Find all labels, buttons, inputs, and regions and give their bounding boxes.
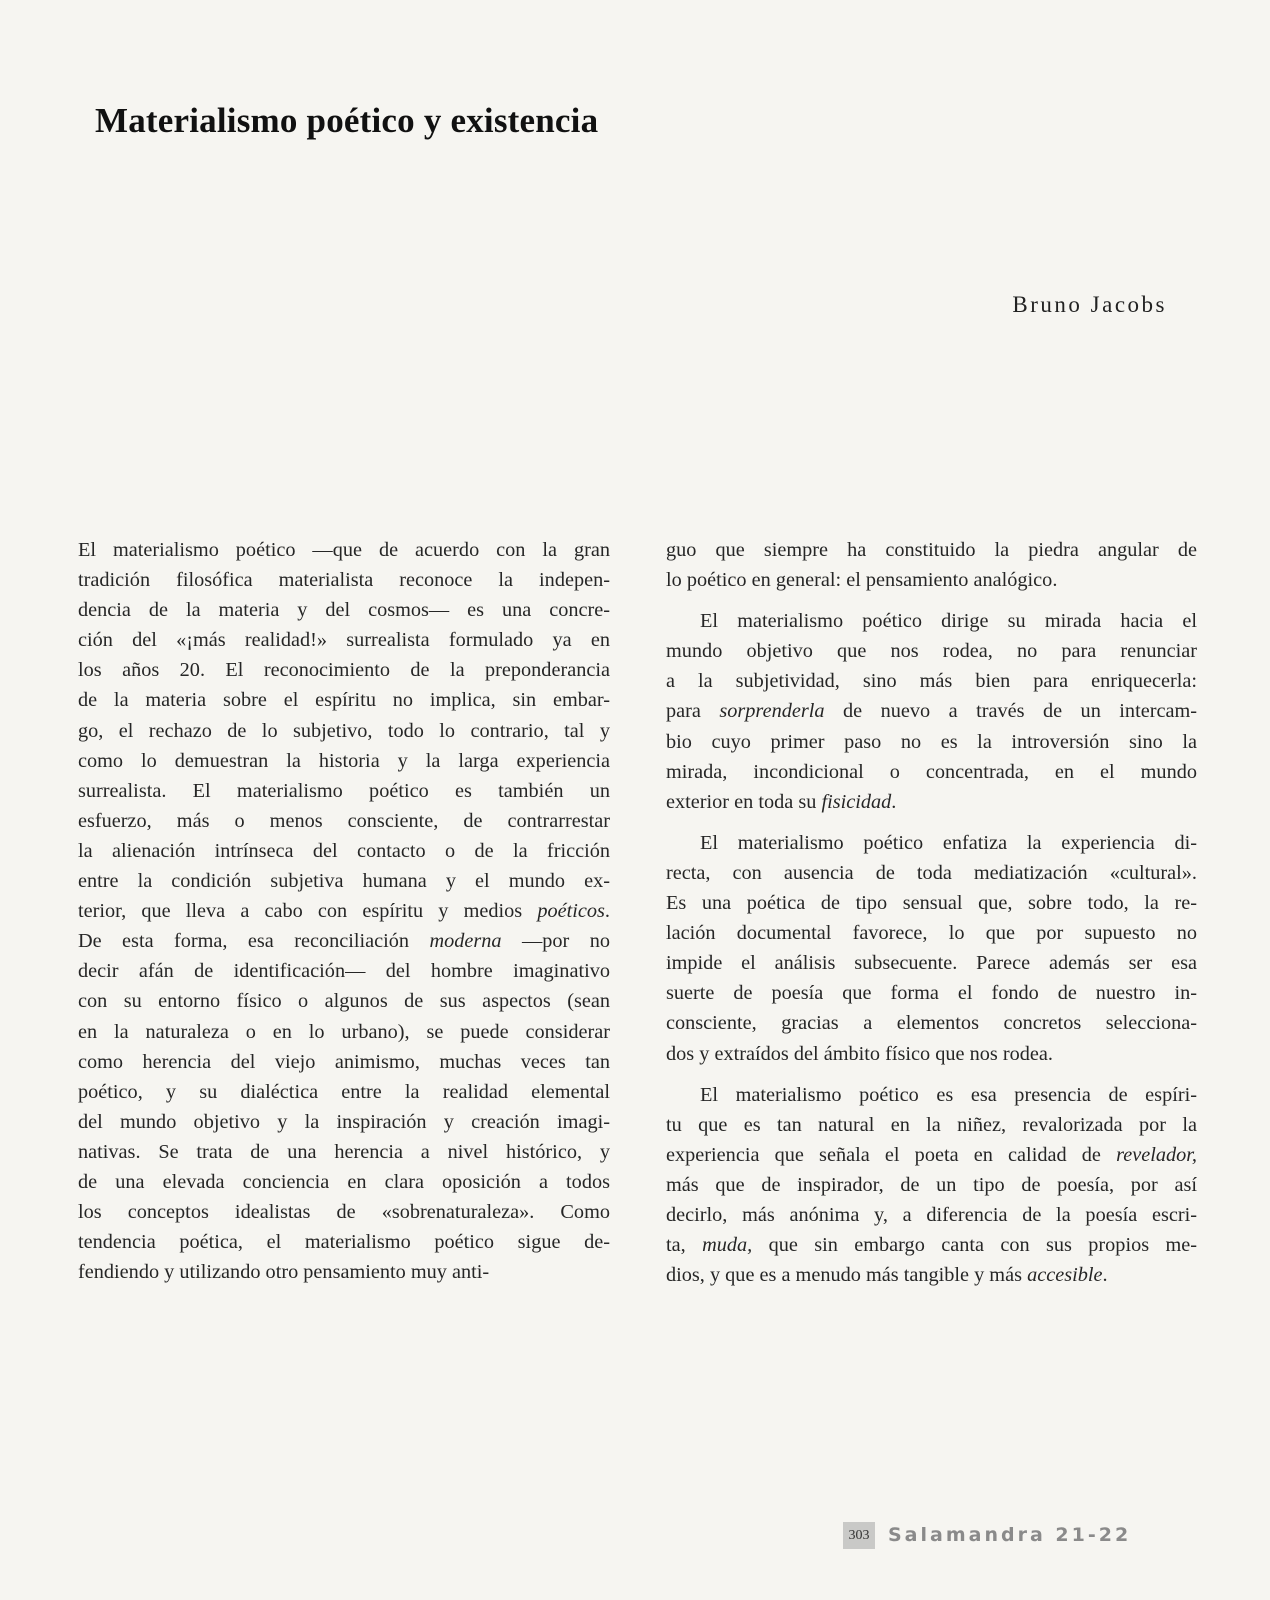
text-line	[666, 888, 1197, 918]
text-line	[666, 1260, 1197, 1290]
text-line	[666, 1200, 1197, 1230]
text-line	[78, 806, 610, 836]
text-segment: recta, con ausencia de toda mediatización «cultural».	[666, 861, 1197, 884]
text-line	[666, 858, 1197, 888]
text-line	[666, 787, 1197, 817]
text-segment: lo poético en general: el pensamiento analógico.	[666, 569, 1058, 592]
text-segment: guo que siempre ha constituido la piedra angular de	[666, 539, 1197, 561]
text-segment: tradición filosófica materialista reconoce la indepen-	[78, 569, 610, 592]
text-segment: de una elevada conciencia en clara oposición a todos	[78, 1170, 610, 1193]
paragraph	[666, 1080, 1197, 1291]
italic-text: poéticos	[537, 900, 605, 923]
text-line	[78, 595, 610, 625]
text-segment: go, el rechazo de lo subjetivo, todo lo contrario, tal y	[78, 719, 610, 742]
text-segment: los conceptos idealistas de «sobrenaturaleza». Como	[78, 1201, 610, 1224]
text-segment: El materialismo poético dirige su mirada hacia el	[700, 610, 1197, 633]
text-segment: dencia de la materia y del cosmos— es una concre-	[78, 599, 610, 622]
italic-text: accesible	[1027, 1264, 1103, 1287]
text-line	[78, 1197, 610, 1227]
text-segment: ción del «¡más realidad!» surrealista formulado ya en	[78, 629, 610, 652]
paragraph	[666, 606, 1197, 817]
text-line	[78, 1047, 610, 1077]
text-line	[666, 1140, 1197, 1170]
text-segment: más que de inspirador, de un tipo de poesía, por así	[666, 1173, 1197, 1196]
article-title: Materialismo poético y existencia	[95, 101, 599, 141]
text-line	[78, 836, 610, 866]
text-segment: decirlo, más anónima y, a diferencia de la poesía escri-	[666, 1203, 1197, 1226]
text-segment: dos y extraídos del ámbito físico que nos rodea.	[666, 1042, 1053, 1065]
journal-name: Salamandra 21-22	[888, 1524, 1132, 1546]
text-segment: ta,	[666, 1234, 703, 1257]
text-segment: lación documental favorece, lo que por supuesto no	[666, 922, 1197, 945]
text-line	[78, 625, 610, 655]
text-segment: de la materia sobre el espíritu no implica, sin embar-	[78, 689, 610, 712]
italic-text: moderna	[429, 930, 502, 953]
text-segment: nativas. Se trata de una herencia a nivel histórico, y	[78, 1140, 610, 1163]
text-segment: del mundo objetivo y la inspiración y creación imagi-	[78, 1110, 610, 1133]
text-segment: .	[604, 900, 610, 923]
text-segment: surrealista. El materialismo poético es también un	[78, 779, 610, 802]
text-segment: bio cuyo primer paso no es la introversión sino la	[666, 730, 1197, 753]
text-line	[666, 636, 1197, 666]
text-segment: tendencia poética, el materialismo poético sigue de-	[78, 1231, 610, 1254]
paragraph	[666, 535, 1197, 595]
text-line	[666, 727, 1197, 757]
text-segment: impide el análisis subsecuente. Parece además ser esa	[666, 952, 1197, 975]
text-line	[78, 535, 610, 565]
text-line	[666, 978, 1197, 1008]
text-line	[666, 948, 1197, 978]
text-segment: con su entorno físico o algunos de sus aspectos (sean	[78, 990, 610, 1013]
text-line	[78, 1107, 610, 1137]
text-line	[78, 655, 610, 685]
text-segment: consciente, gracias a elementos concretos selecciona-	[666, 1012, 1197, 1035]
text-line	[666, 1039, 1197, 1069]
text-line	[666, 1110, 1197, 1140]
text-line	[666, 1230, 1197, 1260]
text-line	[78, 716, 610, 746]
text-segment: en la naturaleza o en lo urbano), se puede considerar	[78, 1020, 610, 1043]
text-segment: —por no	[501, 930, 610, 953]
text-line	[666, 565, 1197, 595]
text-segment: De esta forma, esa reconciliación	[78, 930, 430, 953]
text-line	[666, 757, 1197, 787]
text-segment: .	[891, 790, 897, 813]
italic-text: sorprenderla	[719, 700, 825, 723]
article-author: Bruno Jacobs	[1012, 292, 1167, 317]
text-segment: experiencia que señala el poeta en calidad de	[666, 1143, 1117, 1166]
text-line	[666, 606, 1197, 636]
italic-text: muda,	[702, 1234, 753, 1257]
text-line	[78, 926, 610, 956]
text-segment: Es una poética de tipo sensual que, sobre todo, la re-	[666, 892, 1197, 915]
text-line	[78, 956, 610, 986]
text-line	[78, 1167, 610, 1197]
text-segment: esfuerzo, más o menos consciente, de contrarrestar	[78, 809, 610, 832]
text-segment: tu que es tan natural en la niñez, revalorizada por la	[666, 1113, 1197, 1136]
text-segment: El materialismo poético es esa presencia de espíri-	[700, 1083, 1197, 1106]
text-segment: .	[1102, 1264, 1108, 1287]
text-segment: la alienación intrínseca del contacto o de la fricción	[78, 839, 610, 862]
text-line	[666, 696, 1197, 726]
text-line	[78, 565, 610, 595]
text-line	[78, 896, 610, 926]
text-segment: a la subjetividad, sino más bien para enriquecerla:	[666, 670, 1197, 693]
left-column	[78, 535, 610, 1298]
text-line	[78, 1077, 610, 1107]
italic-text: fisicidad	[821, 790, 892, 813]
text-segment: dios, y que es a menudo más tangible y más	[666, 1264, 1028, 1287]
text-line	[666, 828, 1197, 858]
right-column	[666, 535, 1197, 1301]
text-segment: mundo objetivo que nos rodea, no para renunciar	[666, 640, 1197, 663]
text-segment: como herencia del viejo animismo, muchas veces tan	[78, 1050, 610, 1073]
text-segment: los años 20. El reconocimiento de la preponderancia	[78, 659, 610, 682]
text-segment: como lo demuestran la historia y la larga experiencia	[78, 749, 610, 772]
text-line	[78, 1017, 610, 1047]
text-line	[666, 666, 1197, 696]
italic-text: revelador,	[1116, 1143, 1197, 1166]
text-line	[666, 918, 1197, 948]
text-segment: decir afán de identificación— del hombre imaginativo	[78, 960, 610, 983]
text-line	[78, 776, 610, 806]
text-segment: que sin embargo canta con sus propios me-	[752, 1234, 1198, 1257]
text-segment: mirada, incondicional o concentrada, en el mundo	[666, 760, 1197, 783]
text-line	[666, 1008, 1197, 1038]
paragraph	[78, 535, 610, 1287]
text-segment: poético, y su dialéctica entre la realidad elemental	[78, 1080, 610, 1103]
page-number: 303	[843, 1522, 875, 1549]
text-segment: suerte de poesía que forma el fondo de nuestro in-	[666, 982, 1197, 1005]
text-segment: fendiendo y utilizando otro pensamiento muy anti-	[78, 1261, 490, 1284]
text-line	[78, 986, 610, 1016]
text-line	[78, 746, 610, 776]
text-segment: El materialismo poético —que de acuerdo con la gran	[78, 539, 610, 561]
text-line	[78, 1257, 610, 1287]
text-line	[666, 1170, 1197, 1200]
text-segment: entre la condición subjetiva humana y el mundo ex-	[78, 870, 610, 893]
text-line	[78, 1227, 610, 1257]
text-line	[666, 1080, 1197, 1110]
text-line	[666, 535, 1197, 565]
text-line	[78, 685, 610, 715]
text-segment: exterior en toda su	[666, 790, 822, 813]
paragraph	[666, 828, 1197, 1069]
text-line	[78, 1137, 610, 1167]
text-segment: El materialismo poético enfatiza la experiencia di-	[700, 831, 1197, 854]
text-line	[78, 866, 610, 896]
text-segment: de nuevo a través de un intercam-	[824, 700, 1198, 723]
text-segment: para	[666, 700, 720, 723]
text-segment: terior, que lleva a cabo con espíritu y medios	[78, 900, 538, 923]
